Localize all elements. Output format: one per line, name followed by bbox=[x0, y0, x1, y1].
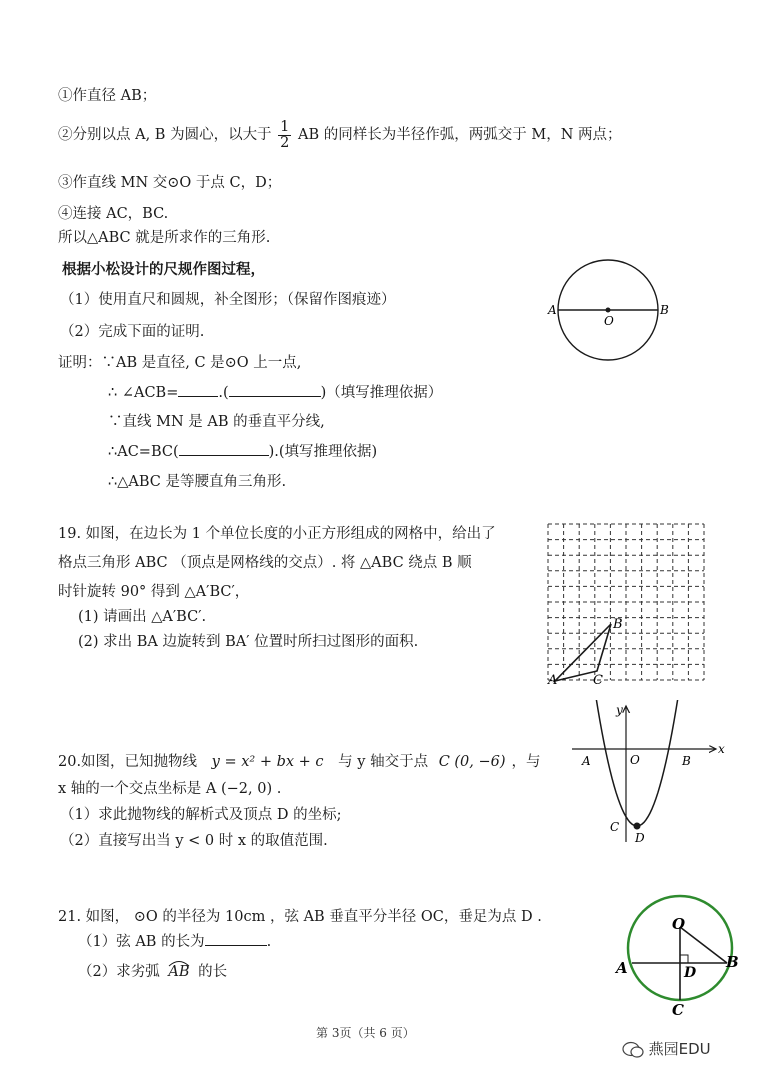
parabola-label-C: C bbox=[610, 820, 620, 834]
q21-item-2: （2）求劣弧 AB 的长 bbox=[78, 960, 227, 981]
q20-item-1: （1）求此抛物线的解析式及顶点 D 的坐标; bbox=[60, 807, 342, 823]
label-O: O bbox=[604, 314, 614, 328]
chord-label-A: A bbox=[616, 959, 628, 977]
step-2: ②分别以点 A, B 为圆心，以大于 $\frac{1}{2}$ AB 的同样长为半径作弧，两弧交于 M，N 两点； bbox=[58, 119, 622, 151]
half-fraction: $\frac{1}{2}$ bbox=[280, 119, 290, 151]
watermark: 燕园EDU bbox=[622, 1038, 711, 1059]
proof-line-1: ∴ ∠ACB= .( )（填写推理依据） bbox=[108, 385, 443, 401]
parabola-label-A: A bbox=[582, 754, 591, 768]
construction-conclusion: 所以△ABC 就是所求作的三角形. bbox=[58, 230, 271, 246]
proof-line-2: ∵直线 MN 是 AB 的垂直平分线, bbox=[108, 414, 325, 430]
q19-line-2: 格点三角形 ABC （顶点是网格线的交点）. 将 △ABC 绕点 B 顺 bbox=[58, 555, 472, 571]
parabola-figure bbox=[568, 700, 728, 848]
q20-item-2: （2）直接写出当 y < 0 时 x 的取值范围. bbox=[60, 833, 328, 849]
page-footer: 第 3页（共 6 页） bbox=[316, 1026, 415, 1040]
task-1: （1）使用直尺和圆规，补全图形；（保留作图痕迹） bbox=[60, 292, 396, 308]
axis-x-label: x bbox=[718, 742, 725, 756]
arc-mark-icon bbox=[168, 959, 190, 967]
circle-chord-figure bbox=[612, 885, 762, 1020]
parabola-label-B: B bbox=[682, 754, 691, 768]
q20-line-2: x 轴的一个交点坐标是 A (−2, 0) . bbox=[58, 781, 282, 797]
wechat-icon bbox=[622, 1041, 644, 1059]
q19-line-1: 19. 如图，在边长为 1 个单位长度的小正方形组成的网格中，给出了 bbox=[58, 526, 496, 542]
construction-heading: 根据小松设计的尺规作图过程， bbox=[62, 262, 265, 278]
circle-figure bbox=[540, 255, 670, 365]
grid-label-C: C bbox=[593, 673, 603, 688]
proof-line-4: ∴△ABC 是等腰直角三角形. bbox=[108, 474, 287, 490]
q19-item-2: (2) 求出 BA 边旋转到 BA′ 位置时所扫过图形的面积. bbox=[78, 634, 419, 650]
step-3: ③作直线 MN 交⊙O 于点 C，D； bbox=[58, 175, 282, 191]
q21-item-1: （1）弦 AB 的长为 . bbox=[78, 934, 272, 950]
chord-label-O: O bbox=[672, 915, 686, 933]
grid-figure bbox=[540, 520, 710, 690]
blank-reason-1[interactable] bbox=[229, 396, 321, 397]
blank-reason-2[interactable] bbox=[179, 455, 269, 456]
proof-intro: 证明：∵AB 是直径, C 是⊙O 上一点, bbox=[58, 355, 302, 371]
label-A: A bbox=[548, 303, 557, 317]
grid-label-A: A bbox=[548, 673, 558, 688]
chord-label-B: B bbox=[726, 953, 739, 971]
arc-AB: AB bbox=[168, 964, 189, 980]
task-2: （2）完成下面的证明. bbox=[60, 324, 205, 340]
q19-line-3: 时针旋转 90° 得到 △A′BC′， bbox=[58, 584, 250, 600]
q20-line-1: 20.如图，已知抛物线 y = x² + bx + c 与 y 轴交于点 C (0, −6) ，与 bbox=[58, 754, 541, 770]
q19-item-1: (1) 请画出 △A′BC′. bbox=[78, 609, 207, 625]
blank-chord-length[interactable] bbox=[205, 945, 267, 946]
proof-line-3: ∴AC=BC( ).(填写推理依据) bbox=[108, 444, 378, 460]
q21-line-1: 21. 如图， ⊙O 的半径为 10cm ，弦 AB 垂直平分半径 OC，垂足为点 D . bbox=[58, 909, 542, 925]
chord-label-D: D bbox=[684, 965, 697, 981]
axis-y-label: y bbox=[616, 703, 623, 717]
grid-label-B: B bbox=[613, 617, 623, 632]
chord-label-C: C bbox=[672, 1001, 684, 1019]
step-4: ④连接 AC，BC. bbox=[58, 206, 169, 222]
parabola-label-O: O bbox=[630, 753, 640, 767]
step-1: ①作直径 AB； bbox=[58, 88, 157, 104]
blank-angle[interactable] bbox=[178, 396, 218, 397]
label-B: B bbox=[660, 303, 669, 317]
parabola-label-D: D bbox=[635, 831, 645, 845]
